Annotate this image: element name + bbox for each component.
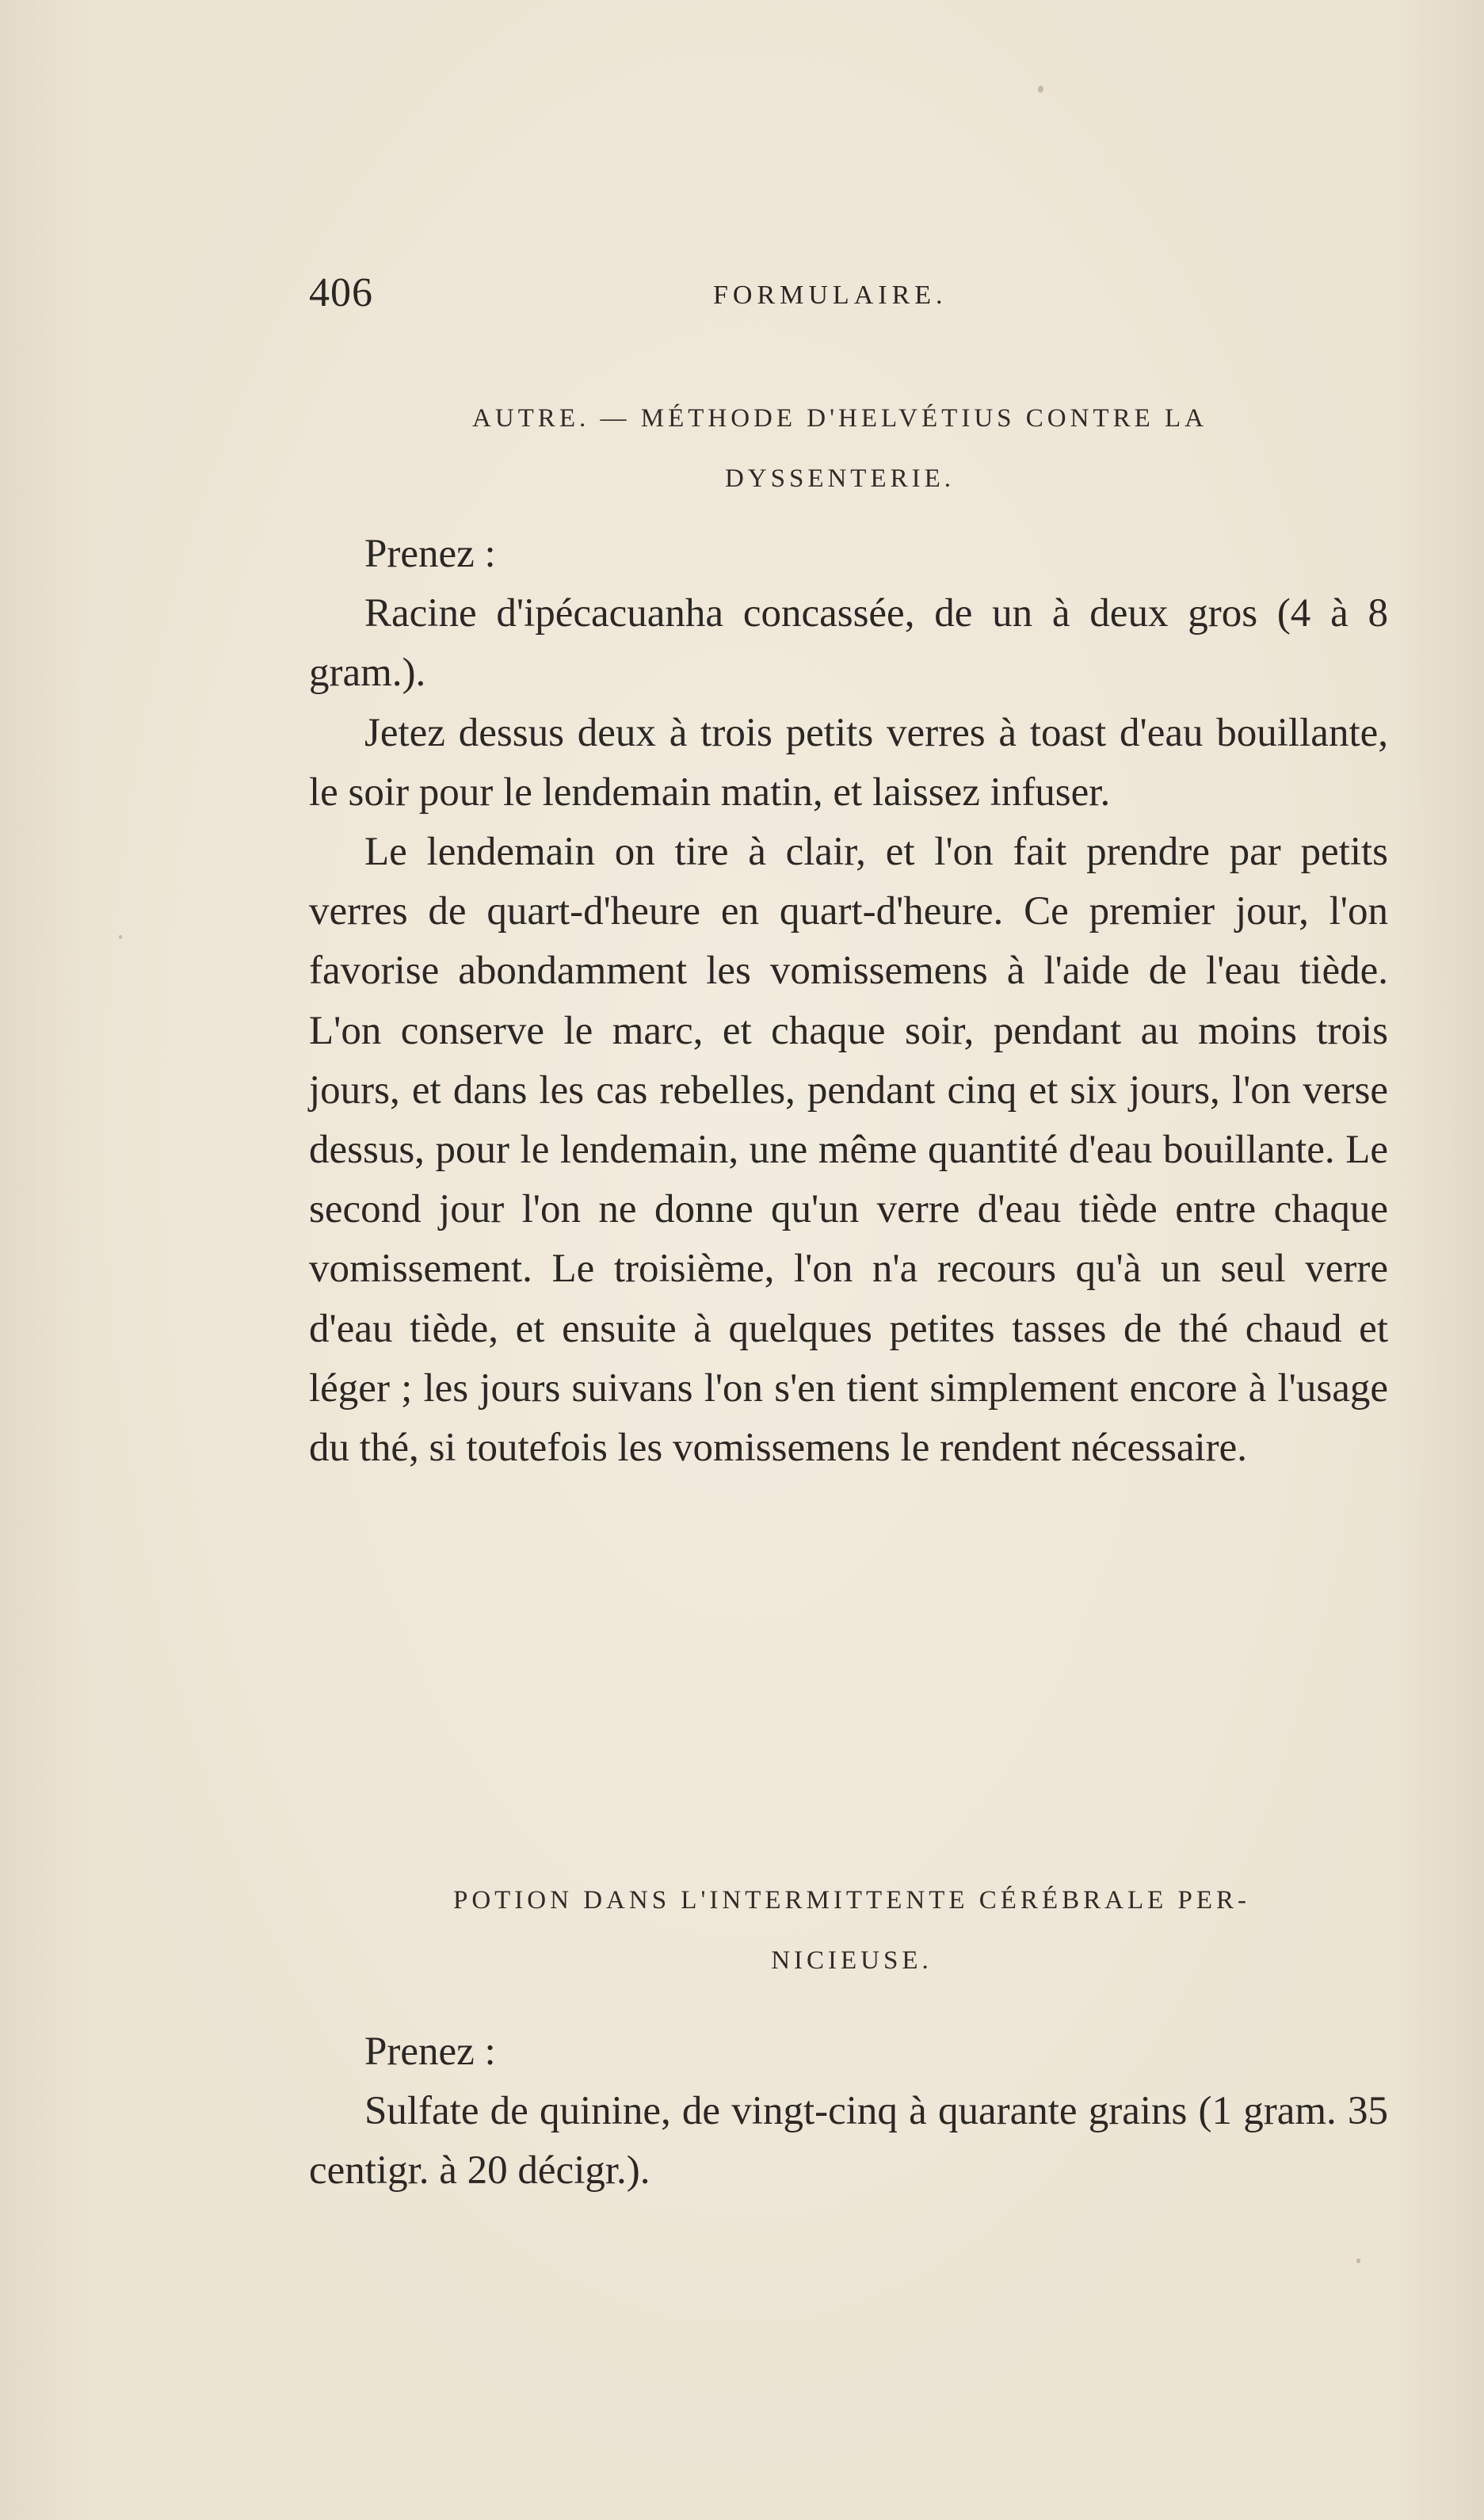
paragraph: Prenez : <box>364 532 496 576</box>
section-heading-line: POTION DANS L'INTERMITTENTE CÉRÉBRALE PER- <box>452 1886 1251 1915</box>
paper-speck <box>119 935 122 939</box>
paragraph: Racine d'ipécacuanha concassée, de un à deux gros (4 à 8 gram.). <box>309 591 1388 696</box>
paragraph: Sulfate de quinine, de vingt-cinq à quarante grains (1 gram. 35 centigr. à 20 décigr.). <box>309 2089 1388 2194</box>
paragraph: Prenez : <box>364 2029 496 2074</box>
page-number: 406 <box>309 270 373 315</box>
running-head <box>309 269 1394 333</box>
section-heading-potion <box>333 1870 1371 1991</box>
section-heading-line: NICIEUSE. <box>771 1946 933 1975</box>
section-heading-line: AUTRE. — MÉTHODE D'HELVÉTIUS CONTRE LA <box>471 404 1207 433</box>
paper-speck <box>1038 86 1043 93</box>
section-heading-helvetius <box>349 388 1331 509</box>
section-heading-line: DYSSENTERIE. <box>724 464 956 493</box>
section-body-helvetius <box>309 525 1388 1478</box>
paragraph: Le lendemain on tire à clair, et l'on fait prendre par petits verres de quart-d'heure en quart-d'heure. Ce premier jour, l'on favorise abondamment les vomissemens à l'aide de l'eau tiède. L'on conserve le marc, et chaque soir, pendant au moins trois jours, et dans les cas rebelles, pendant cinq et six jours, l'on verse dessus, pour le lendemain, une même quantité d'eau bouillante. Le second jour l'on ne donne qu'un verre d'eau tiède entre chaque vomissement. Le troisième, l'on n'a recours qu'à un seul verre d'eau tiède, et ensuite à quelques petites tasses de thé chaud et léger ; les jours suivans l'on s'en tient simplement encore à l'usage du thé, si toutefois les vomissemens le rendent nécessaire. <box>309 830 1388 1471</box>
running-title: FORMULAIRE. <box>713 281 948 310</box>
section-body-potion <box>309 2022 1388 2201</box>
paper-speck <box>1356 2258 1360 2263</box>
paragraph: Jetez dessus deux à trois petits verres à toast d'eau bouillante, le soir pour le lendemain matin, et laissez infuser. <box>309 710 1388 815</box>
